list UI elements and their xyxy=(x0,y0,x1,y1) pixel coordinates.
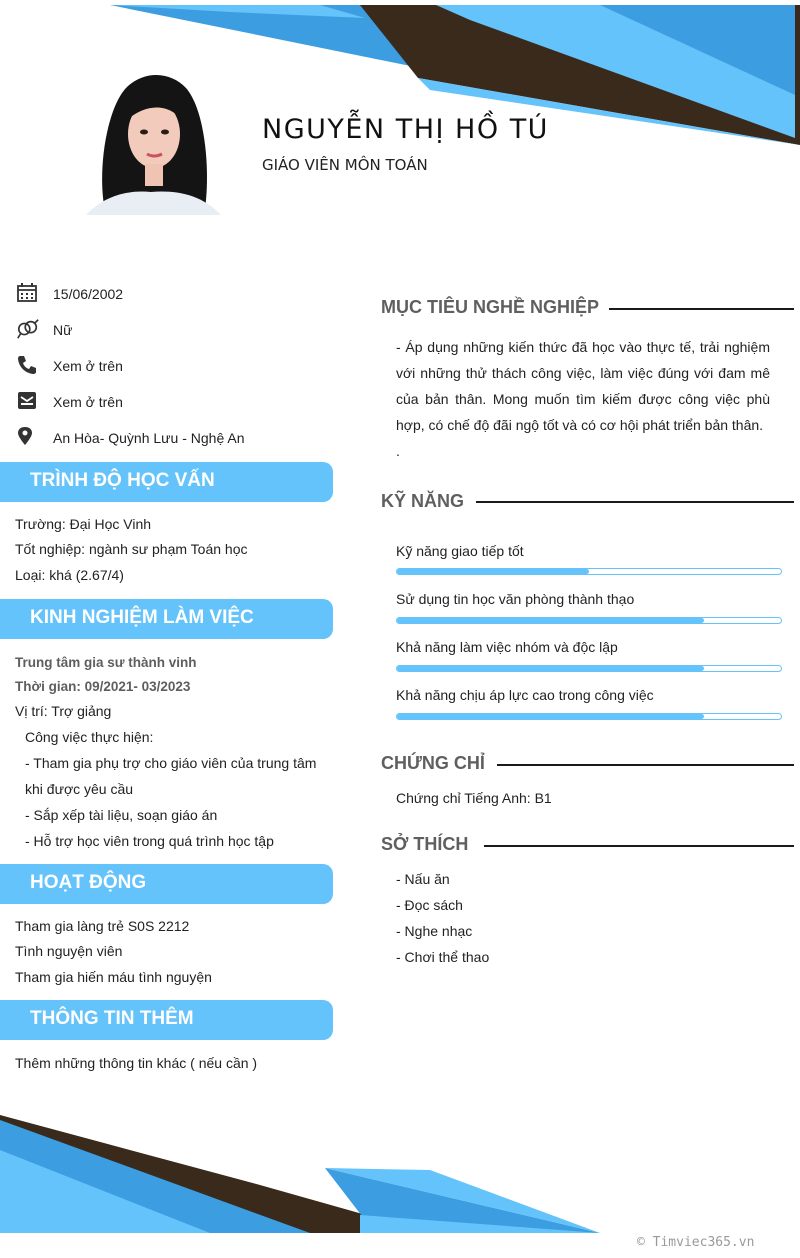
hobby-item: - Nghe nhạc xyxy=(396,923,473,939)
candidate-name: NGUYỄN THỊ HỒ TÚ xyxy=(262,114,549,145)
objective-divider xyxy=(609,308,794,310)
experience-position: Vị trí: Trợ giảng xyxy=(15,703,112,719)
experience-heading: KINH NGHIỆM LÀM VIỆC xyxy=(30,607,254,628)
gender-icon xyxy=(16,318,40,340)
education-line: Trường: Đại Học Vinh xyxy=(15,516,152,532)
experience-company: Trung tâm gia sư thành vinh xyxy=(15,655,197,670)
watermark: © Timviec365.vn xyxy=(637,1235,755,1250)
more-info-heading-bar xyxy=(0,1000,333,1040)
contact-email xyxy=(16,390,346,416)
experience-period: Thời gian: 09/2021- 03/2023 xyxy=(15,679,191,694)
objective-heading: MỤC TIÊU NGHỀ NGHIỆP xyxy=(381,297,600,317)
objective-text-block xyxy=(396,334,770,464)
experience-heading-bar xyxy=(0,599,333,639)
skill-bar-fill xyxy=(397,666,704,671)
skill-bar xyxy=(396,713,782,720)
profile-photo xyxy=(76,66,226,215)
skill-label: Khả năng chịu áp lực cao trong công việc xyxy=(396,687,654,703)
location-icon xyxy=(16,426,40,448)
experience-task: khi được yêu cầu xyxy=(25,781,134,797)
hobbies-divider xyxy=(484,845,794,847)
skill-bar xyxy=(396,568,782,575)
footer-decoration xyxy=(0,1110,800,1235)
skill-bar xyxy=(396,665,782,672)
contact-gender xyxy=(16,318,346,344)
hobby-item: - Đọc sách xyxy=(396,897,463,913)
more-info-heading: THÔNG TIN THÊM xyxy=(30,1008,194,1029)
experience-task: - Sắp xếp tài liệu, soạn giáo án xyxy=(25,807,218,823)
education-line: Loại: khá (2.67/4) xyxy=(15,567,124,583)
skills-divider xyxy=(476,501,794,503)
certificates-heading: CHỨNG CHỈ xyxy=(381,753,485,773)
certificates-divider xyxy=(497,764,794,766)
activity-line: Tình nguyện viên xyxy=(15,943,123,959)
email-icon xyxy=(16,390,40,412)
hobby-item: - Chơi thể thao xyxy=(396,949,490,965)
activity-line: Tham gia hiến máu tình nguyện xyxy=(15,969,212,985)
experience-tasks-label: Công việc thực hiện: xyxy=(25,729,154,745)
experience-task: - Tham gia phụ trợ cho giáo viên của trung tâm xyxy=(25,755,317,771)
contact-phone xyxy=(16,354,346,380)
skills-heading-wrap xyxy=(381,491,464,517)
phone-text: Xem ở trên xyxy=(53,358,123,374)
skill-bar-fill xyxy=(397,714,704,719)
objective-trailing: . xyxy=(396,443,400,459)
skill-label: Sử dụng tin học văn phòng thành thạo xyxy=(396,591,635,607)
hobbies-heading-wrap xyxy=(381,834,468,860)
certificate-item: Chứng chỉ Tiếng Anh: B1 xyxy=(396,790,552,806)
activity-line: Tham gia làng trẻ S0S 2212 xyxy=(15,918,190,934)
objective-text: - Áp dụng những kiến thức đã học vào thực tế, trải nghiệm với những thử thách công việc, làm việc đúng với đam mê của bản thân. Mong muốn tìm kiếm được công việc phù hợp, có chế độ đãi ngộ tốt và có cơ hội phát triển bản thân. xyxy=(396,339,770,433)
birthdate-text: 15/06/2002 xyxy=(53,286,124,302)
education-heading-bar xyxy=(0,462,333,502)
hobbies-heading: SỞ THÍCH xyxy=(381,834,469,854)
skill-label: Kỹ năng giao tiếp tốt xyxy=(396,543,524,559)
activities-heading: HOẠT ĐỘNG xyxy=(30,872,147,893)
skill-label: Khả năng làm việc nhóm và độc lập xyxy=(396,639,618,655)
education-heading: TRÌNH ĐỘ HỌC VẤN xyxy=(30,470,215,491)
skill-bar-fill xyxy=(397,618,704,623)
contact-birthdate xyxy=(16,282,346,308)
phone-icon xyxy=(16,354,40,376)
objective-heading-wrap xyxy=(381,297,599,323)
address-text: An Hòa- Quỳnh Lưu - Nghệ An xyxy=(53,430,245,446)
skill-bar xyxy=(396,617,782,624)
job-title: GIÁO VIÊN MÔN TOÁN xyxy=(262,156,428,174)
calendar-icon xyxy=(16,282,40,304)
hobby-item: - Nấu ăn xyxy=(396,871,450,887)
experience-task: - Hỗ trợ học viên trong quá trình học tập xyxy=(25,833,274,849)
skill-bar-fill xyxy=(397,569,589,574)
education-line: Tốt nghiệp: ngành sư phạm Toán học xyxy=(15,541,248,557)
activities-heading-bar xyxy=(0,864,333,904)
contact-address xyxy=(16,426,346,452)
gender-text: Nữ xyxy=(53,322,73,338)
more-info-text: Thêm những thông tin khác ( nếu cần ) xyxy=(15,1055,258,1071)
certificates-heading-wrap xyxy=(381,753,485,779)
skills-heading: KỸ NĂNG xyxy=(381,491,465,511)
email-text: Xem ở trên xyxy=(53,394,123,410)
